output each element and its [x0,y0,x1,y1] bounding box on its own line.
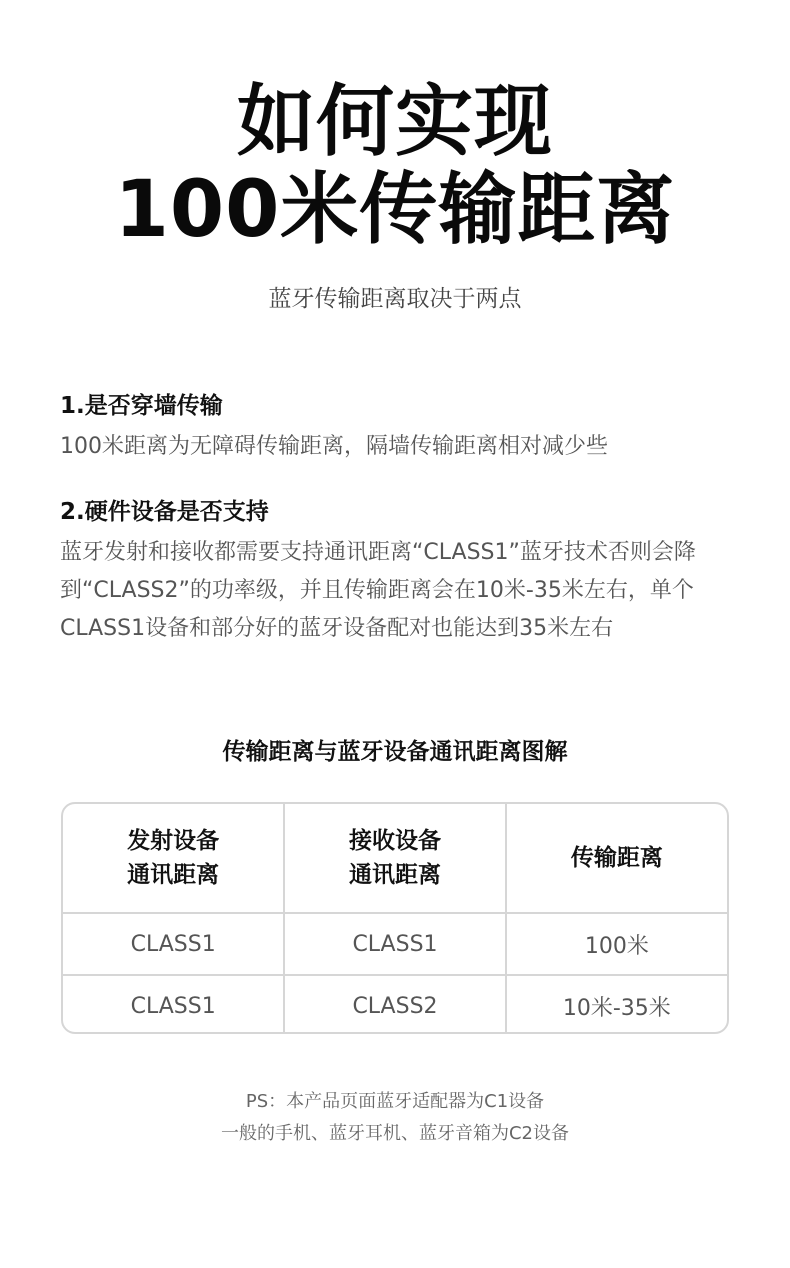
header-receiver [284,804,505,913]
section-heading: 2.硬件设备是否支持 [60,499,269,525]
header-distance [506,804,727,913]
footnote-line-1: PS：本产品页面蓝牙适配器为C1设备 [245,1091,545,1112]
header-line: 传输距离 [570,845,663,871]
header-transmitter [63,804,284,913]
table-cell: 100米 [506,913,727,975]
footnote [0,1086,790,1150]
table-cell: CLASS1 [63,913,284,975]
header-line: 通讯距离 [348,862,441,888]
header-line: 发射设备 [127,828,220,854]
section-body: 蓝牙发射和接收都需要支持通讯距离“CLASS1”蓝牙技术否则会降到“CLASS2”的功率级，并且传输距离会在10米-35米左右，单个CLASS1设备和部分好的蓝牙设备配对也能达到35米左右 [60,540,696,641]
page-title-line-1: 如何实现 [236,77,553,167]
header-line: 接收设备 [348,828,441,854]
table-cell: CLASS1 [63,975,284,1034]
table-cell: CLASS1 [284,913,505,975]
table-row [63,913,727,975]
page-title [0,78,790,254]
table-cell: CLASS2 [284,975,505,1034]
section-heading: 1.是否穿墙传输 [60,393,223,419]
page-title-line-2: 100米传输距离 [114,165,676,255]
header-line: 通讯距离 [127,862,220,888]
table-header-row [63,804,727,913]
section-hardware-support [60,496,740,648]
page-subtitle: 蓝牙传输距离取决于两点 [268,286,522,312]
section-body: 100米距离为无障碍传输距离，隔墙传输距离相对减少些 [60,434,608,459]
section-wall-penetration [60,390,740,466]
table-title: 传输距离与蓝牙设备通讯距离图解 [222,739,568,765]
table-cell: 10米-35米 [506,975,727,1034]
table-row [63,975,727,1034]
footnote-line-2: 一般的手机、蓝牙耳机、蓝牙音箱为C2设备 [220,1123,570,1144]
distance-table [61,802,729,1034]
